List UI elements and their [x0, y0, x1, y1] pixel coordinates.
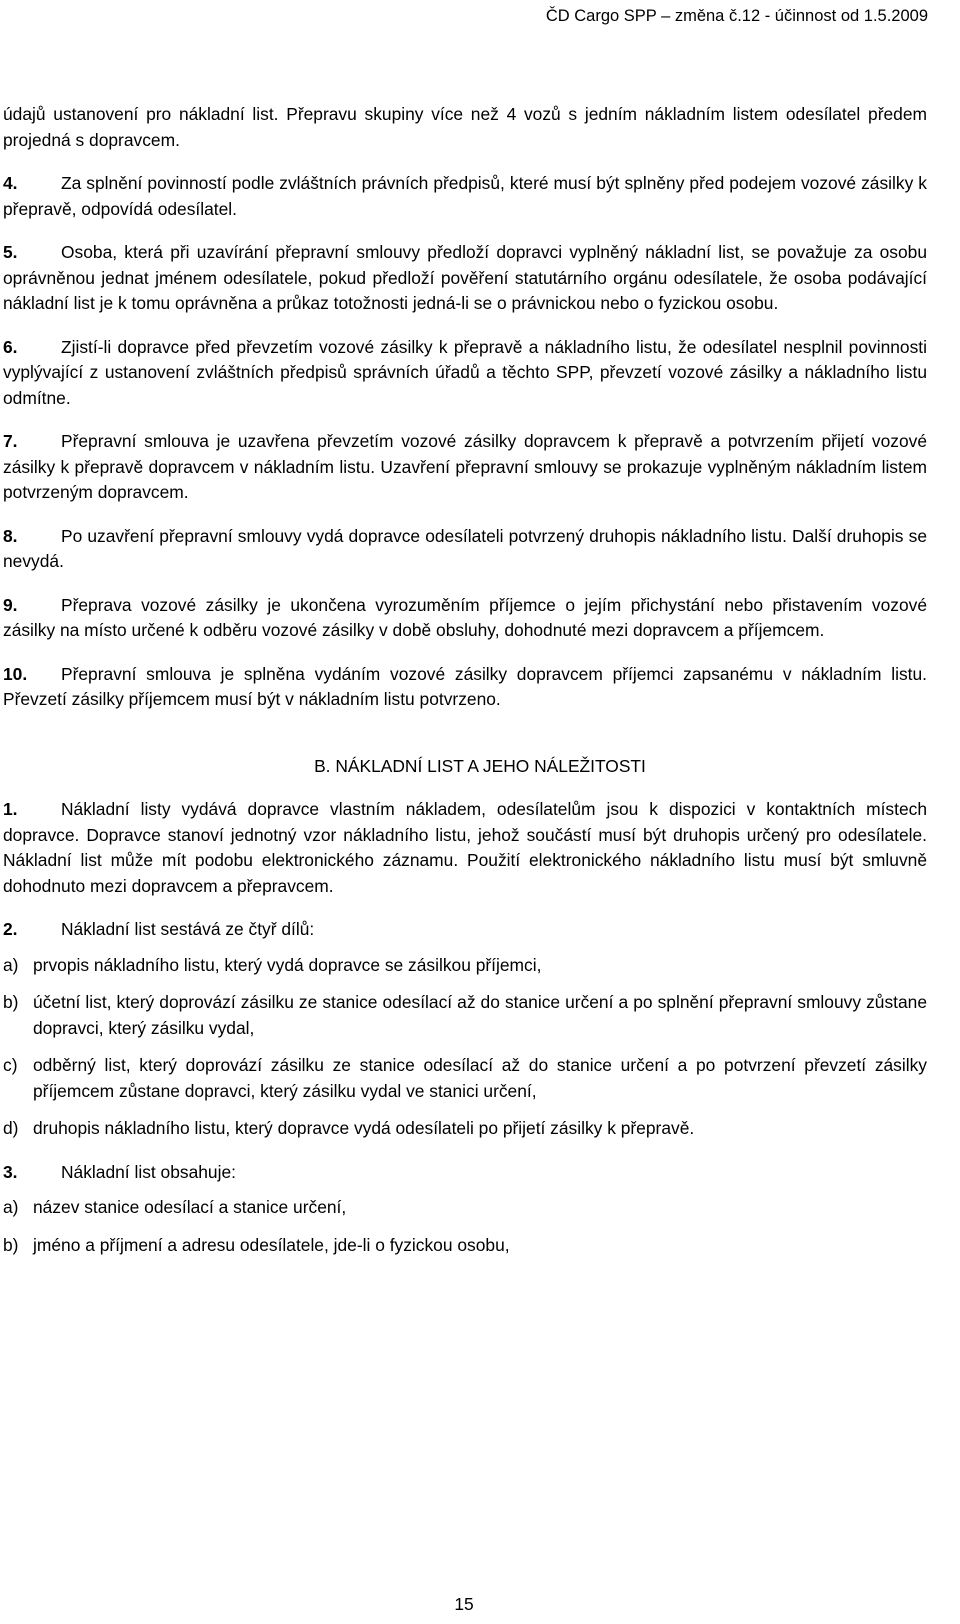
list-item — [3, 990, 927, 1041]
list-item — [3, 953, 927, 979]
section-paragraph-1 — [3, 797, 927, 899]
paragraph-text: Přepravní smlouva je splněna vydáním vozové zásilky dopravcem příjemci zapsanému v nákladním listu. Převzetí zásilky příjemcem musí být v nákladním listu potvrzeno. — [3, 663, 927, 709]
list-item — [3, 1195, 927, 1221]
list-item-text: druhopis nákladního listu, který dopravce vydá odesílateli po přijetí zásilky k přepravě. — [33, 1118, 695, 1138]
paragraph-text: Po uzavření přepravní smlouvy vydá dopravce odesílateli potvrzený druhopis nákladního listu. Další druhopis se nevydá. — [3, 525, 927, 571]
intro-paragraph: údajů ustanovení pro nákladní list. Přepravu skupiny více než 4 vozů s jedním nákladním listem odesílatel předem projedná s dopravcem. — [3, 104, 927, 150]
paragraph-text: Zjistí-li dopravce před převzetím vozové zásilky k přepravě a nákladního listu, že odesílatel nesplnil povinnosti vyplývající z ustanovení zvláštních předpisů správních úřadů a těchto SPP, převzetí vozové zásilky a nákladního listu odmítne. — [3, 336, 927, 408]
paragraph-6 — [3, 335, 927, 412]
paragraph-number: 10. — [3, 663, 28, 684]
list-item-letter: b) — [3, 992, 19, 1012]
list-item-text: účetní list, který doprovází zásilku ze stanice odesílací až do stanice určení a po splnění přepravní smlouvy zůstane dopravci, který zásilku vydal, — [33, 992, 927, 1038]
paragraph-4 — [3, 171, 927, 222]
paragraph-8 — [3, 524, 927, 575]
list-item — [3, 1053, 927, 1104]
paragraph-number: 7. — [3, 431, 18, 451]
list-item-letter: a) — [3, 954, 19, 975]
document-body — [3, 102, 927, 1270]
list-item — [3, 1233, 927, 1259]
list-item-letter: c) — [3, 1055, 18, 1075]
paragraph-text: Nákladní list sestává ze čtyř dílů: — [61, 919, 315, 939]
list-item-text: odběrný list, který doprovází zásilku ze stanice odesílací až do stanice určení a po potvrzení převzetí zásilky příjemcem zůstane dopravci, který zásilku vydal ve stanici určení, — [33, 1055, 927, 1101]
section-heading: B. NÁKLADNÍ LIST A JEHO NÁLEŽITOSTI — [314, 755, 646, 776]
paragraph-number: 5. — [3, 242, 18, 262]
list-item-text: název stanice odesílací a stanice určení, — [33, 1197, 347, 1217]
paragraph-text: Osoba, která při uzavírání přepravní smlouvy předloží dopravci vyplněný nákladní list, se považuje za osobu oprávněnou jednat jménem odesílatele, pokud předloží pověření statutárního orgánu odesílatele, že osoba podávající nákladní list je k tomu oprávněna a průkaz totožnosti jedná-li se o právnickou nebo o fyzickou osobu. — [3, 242, 927, 313]
paragraph-number: 4. — [3, 173, 18, 193]
list-item-letter: b) — [3, 1234, 19, 1255]
paragraph-text: Nákladní list obsahuje: — [61, 1161, 236, 1182]
paragraph-number: 3. — [3, 1161, 18, 1182]
paragraph-number: 9. — [3, 594, 18, 615]
page-number: 15 — [454, 1594, 474, 1614]
list-item — [3, 1116, 927, 1142]
paragraph-number: 1. — [3, 799, 18, 819]
paragraph-number: 8. — [3, 525, 18, 546]
paragraph-10 — [3, 662, 927, 713]
list-item-letter: d) — [3, 1118, 19, 1138]
list-item-text: prvopis nákladního listu, který vydá dopravce se zásilkou příjemci, — [33, 954, 542, 975]
list-item-letter: a) — [3, 1197, 19, 1217]
paragraph-text: Přeprava vozové zásilky je ukončena vyrozuměním příjemce o jejím přichystání nebo přistavením vozové zásilky na místo určené k odběru vozové zásilky v době obsluhy, dohodnuté mezi dopravcem a příjemcem. — [3, 594, 927, 640]
section-paragraph-2 — [3, 917, 927, 943]
section-paragraph-3 — [3, 1160, 927, 1186]
paragraph-text: Za splnění povinností podle zvláštních právních předpisů, které musí být splněny před podejem vozové zásilky k přepravě, odpovídá odesílatel. — [3, 173, 927, 219]
paragraph-number: 6. — [3, 336, 18, 357]
paragraph-9 — [3, 593, 927, 644]
list-item-text: jméno a příjmení a adresu odesílatele, jde-li o fyzickou osobu, — [33, 1234, 510, 1255]
paragraph-text: Nákladní listy vydává dopravce vlastním nákladem, odesílatelům jsou k dispozici v kontaktních místech dopravce. Dopravce stanoví jednotný vzor nákladního listu, jehož součástí musí být druhopis určený pro odesílatele. Nákladní list může mít podobu elektronického záznamu. Použití elektronického nákladního listu musí být smluvně dohodnuto mezi dopravcem a přepravcem. — [3, 799, 927, 896]
paragraph-5 — [3, 240, 927, 317]
paragraph-number: 2. — [3, 919, 18, 939]
running-header: ČD Cargo SPP – změna č.12 - účinnost od 1.5.2009 — [545, 7, 928, 25]
paragraph-text: Přepravní smlouva je uzavřena převzetím vozové zásilky dopravcem k přepravě a potvrzením přijetí vozové zásilky k přepravě dopravcem v nákladním listu. Uzavření přepravní smlouvy se prokazuje vyplněným nákladním listem potvrzeným dopravcem. — [3, 431, 927, 502]
paragraph-7 — [3, 429, 927, 506]
